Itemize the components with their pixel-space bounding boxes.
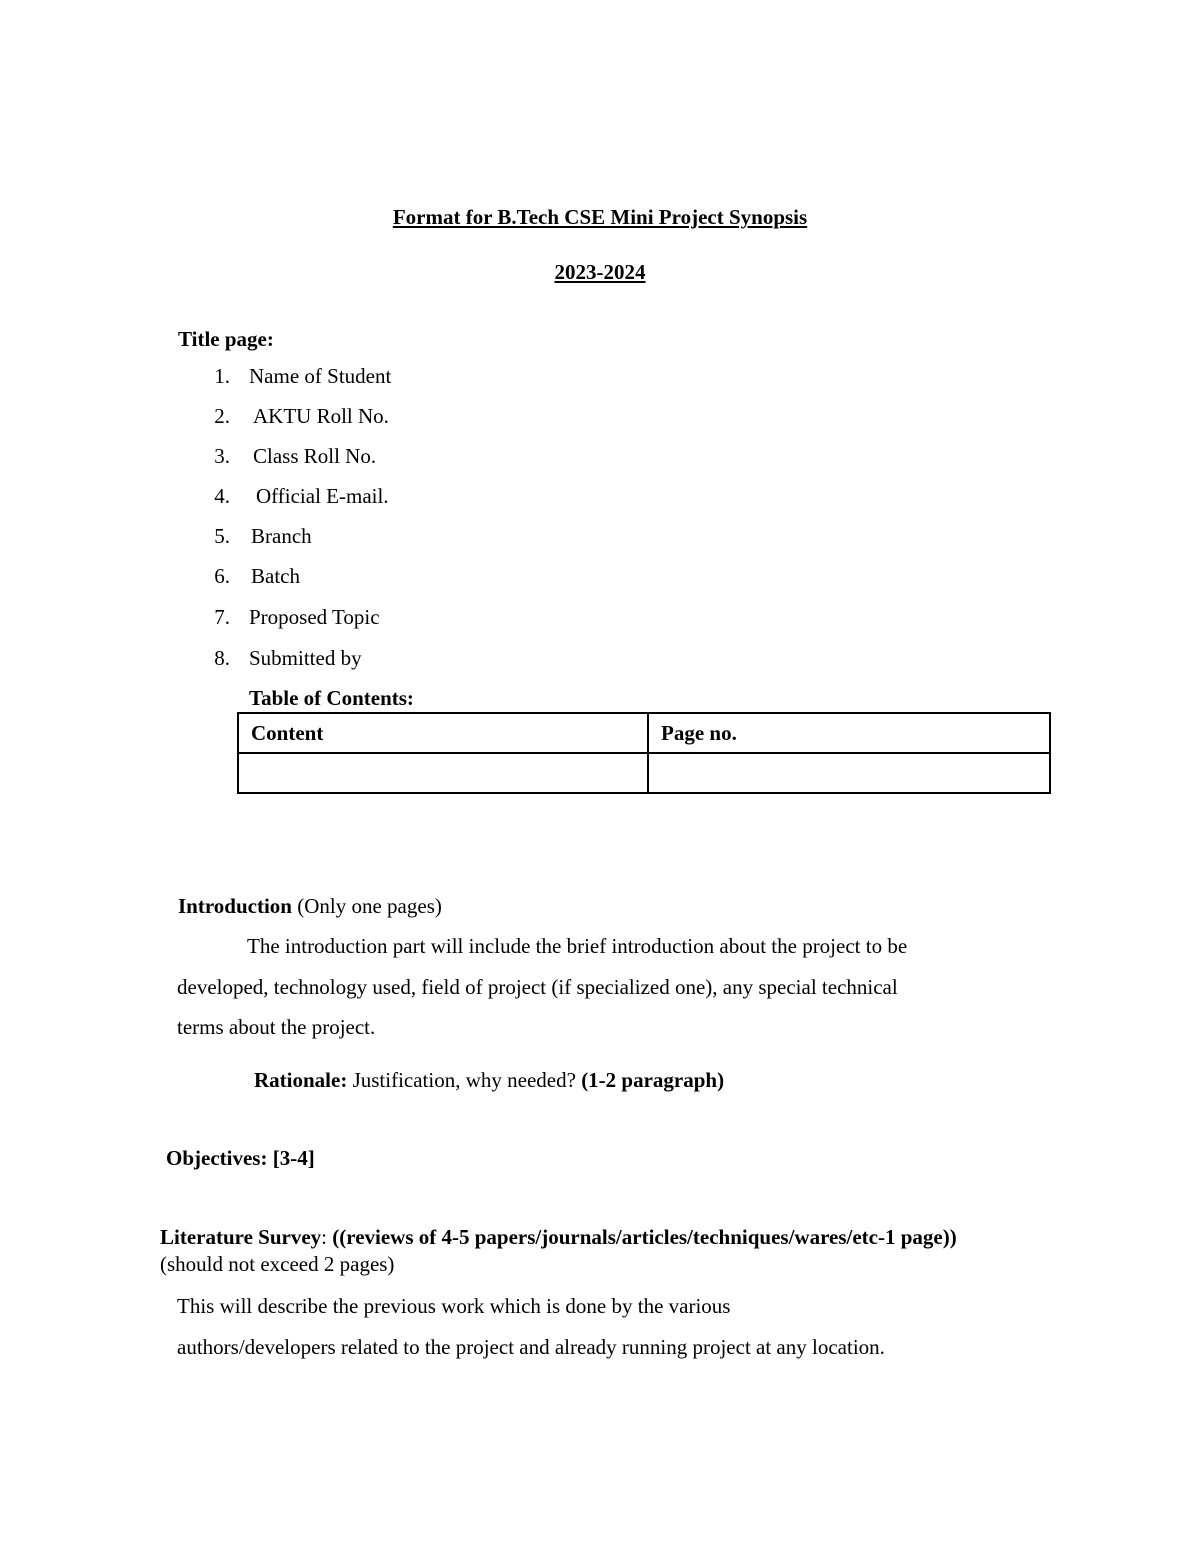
literature-heading-line (160, 1227, 957, 1248)
literature-colon: : (321, 1225, 333, 1249)
toc-header-content: Content (238, 713, 648, 753)
table-row (238, 713, 1050, 753)
literature-detail: ((reviews of 4-5 papers/journals/articles/techniques/wares/etc-1 page)) (332, 1225, 957, 1249)
rationale-suffix: (1-2 paragraph) (581, 1068, 725, 1092)
list-item-text: Proposed Topic (249, 605, 380, 629)
introduction-line-3: terms about the project. (177, 1015, 376, 1039)
toc-cell-empty (238, 753, 648, 793)
list-item-number: 5. (214, 524, 230, 548)
list-item-text: AKTU Roll No. (253, 404, 389, 428)
list-item-text: Official E-mail. (256, 484, 389, 508)
literature-line-1: This will describe the previous work which is done by the various (177, 1294, 731, 1318)
list-item-text: Class Roll No. (253, 444, 377, 468)
introduction-heading: Introduction (178, 894, 292, 918)
literature-limit: (should not exceed 2 pages) (160, 1252, 395, 1276)
rationale-label: Rationale: (254, 1068, 348, 1092)
introduction-line-2: developed, technology used, field of project (if specialized one), any special technical (177, 975, 898, 999)
list-item-number: 8. (214, 646, 230, 670)
list-item-text: Batch (251, 564, 300, 588)
document-title: Format for B.Tech CSE Mini Project Synopsis (392, 205, 808, 229)
list-item-number: 6. (214, 564, 230, 588)
list-item-number: 2. (214, 404, 230, 428)
toc-header-page: Page no. (648, 713, 1050, 753)
toc-table (237, 712, 1051, 794)
table-row (238, 753, 1050, 793)
list-item-number: 4. (214, 484, 230, 508)
introduction-heading-line (178, 896, 442, 917)
list-item-text: Submitted by (249, 646, 362, 670)
rationale-text: Justification, why needed? (347, 1068, 582, 1092)
title-page-heading: Title page: (178, 327, 274, 351)
toc-cell-empty (648, 753, 1050, 793)
list-item-number: 3. (214, 444, 230, 468)
toc-heading: Table of Contents: (249, 686, 414, 710)
list-item-text: Branch (251, 524, 312, 548)
literature-line-2: authors/developers related to the project and already running project at any location. (177, 1335, 885, 1359)
literature-heading: Literature Survey (160, 1225, 322, 1249)
list-item-number: 1. (214, 364, 230, 388)
list-item-number: 7. (214, 605, 230, 629)
list-item-text: Name of Student (249, 364, 392, 388)
introduction-note: (Only one pages) (291, 894, 442, 918)
academic-year: 2023-2024 (554, 260, 646, 284)
objectives-heading: Objectives: [3-4] (166, 1146, 315, 1170)
rationale-line (254, 1070, 724, 1091)
introduction-line-1: The introduction part will include the brief introduction about the project to be (247, 934, 908, 958)
